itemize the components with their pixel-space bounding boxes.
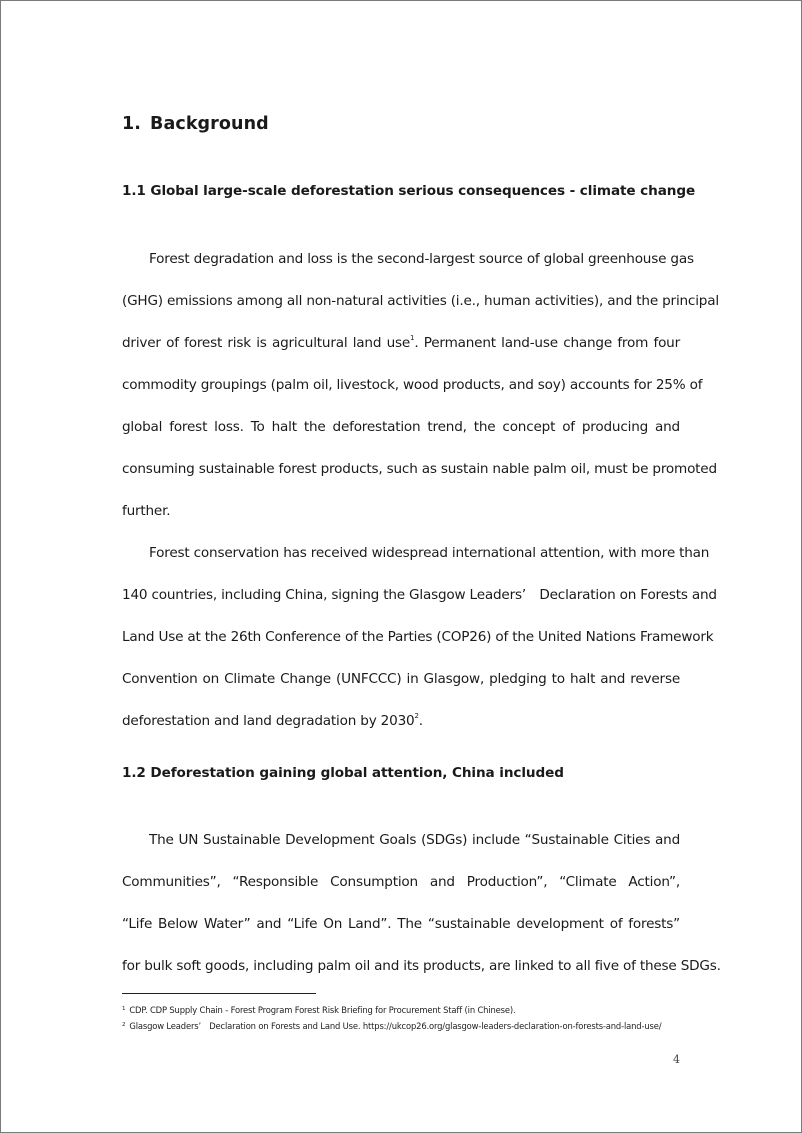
footnote-ref-2: 2 xyxy=(414,712,419,720)
footnote-1 xyxy=(122,1005,516,1015)
footnote-mark: 1 xyxy=(122,1006,126,1012)
footnote-ref-1: 1 xyxy=(410,334,415,342)
paragraph-line: commodity groupings (palm oil, livestock, wood products, and soy) accounts for 25% of xyxy=(122,377,703,393)
paragraph-line: Forest degradation and loss is the second-largest source of global greenhouse gas xyxy=(149,251,694,267)
paragraph-line: Forest conservation has received widespread international attention, with more than xyxy=(149,545,710,561)
footnote-mark: 2 xyxy=(122,1022,126,1028)
paragraph-line: (GHG) emissions among all non-natural activities (i.e., human activities), and the principal xyxy=(122,293,719,309)
paragraph-line: consuming sustainable forest products, such as sustain nable palm oil, must be promoted xyxy=(122,461,717,477)
paragraph-line: Land Use at the 26th Conference of the Parties (COP26) of the United Nations Framework xyxy=(122,629,714,645)
paragraph-forest-conservation xyxy=(122,532,717,742)
subsection-heading-1-2: 1.2 Deforestation gaining global attention, China included xyxy=(122,765,564,781)
paragraph-forest-degradation xyxy=(122,238,719,532)
paragraph-line: The UN Sustainable Development Goals (SDGs) include “Sustainable Cities and xyxy=(149,832,680,848)
footnote-2 xyxy=(122,1021,661,1031)
paragraph-line: 140 countries, including China, signing the Glasgow Leaders’ Declaration on Forests and xyxy=(122,587,717,603)
paragraph-line: for bulk soft goods, including palm oil and its products, are linked to all five of these SDGs. xyxy=(122,958,721,974)
paragraph-line: Communities”, “Responsible Consumption and Production”, “Climate Action”, xyxy=(122,874,680,890)
paragraph-line: further. xyxy=(122,503,171,519)
page-number: 4 xyxy=(673,1053,680,1066)
footnote-divider xyxy=(122,993,316,994)
paragraph-line: driver of forest risk is agricultural land use$^1$. Permanent land-use change from four xyxy=(122,334,680,351)
footnote-text: CDP. CDP Supply Chain - Forest Program Forest Risk Briefing for Procurement Staff (in Chinese). xyxy=(129,1005,516,1015)
paragraph-line: Convention on Climate Change (UNFCCC) in Glasgow, pledging to halt and reverse xyxy=(122,671,680,687)
section-title: Background xyxy=(150,114,269,134)
paragraph-sdgs xyxy=(122,819,721,987)
subsection-heading-1-1: 1.1 Global large-scale deforestation serious consequences - climate change xyxy=(122,183,696,199)
footnote-text: Glasgow Leaders’ Declaration on Forests and Land Use. https://ukcop26.org/glasgow-leaders-declaration-on-forests-and-land-use/ xyxy=(129,1021,662,1031)
paragraph-line: “Life Below Water” and “Life On Land”. The “sustainable development of forests” xyxy=(122,916,680,932)
paragraph-line: global forest loss. To halt the deforestation trend, the concept of producing and xyxy=(122,419,680,435)
section-number: 1. xyxy=(122,114,142,134)
paragraph-line: deforestation and land degradation by 2030$^2$. xyxy=(122,712,423,729)
section-heading xyxy=(122,114,269,134)
